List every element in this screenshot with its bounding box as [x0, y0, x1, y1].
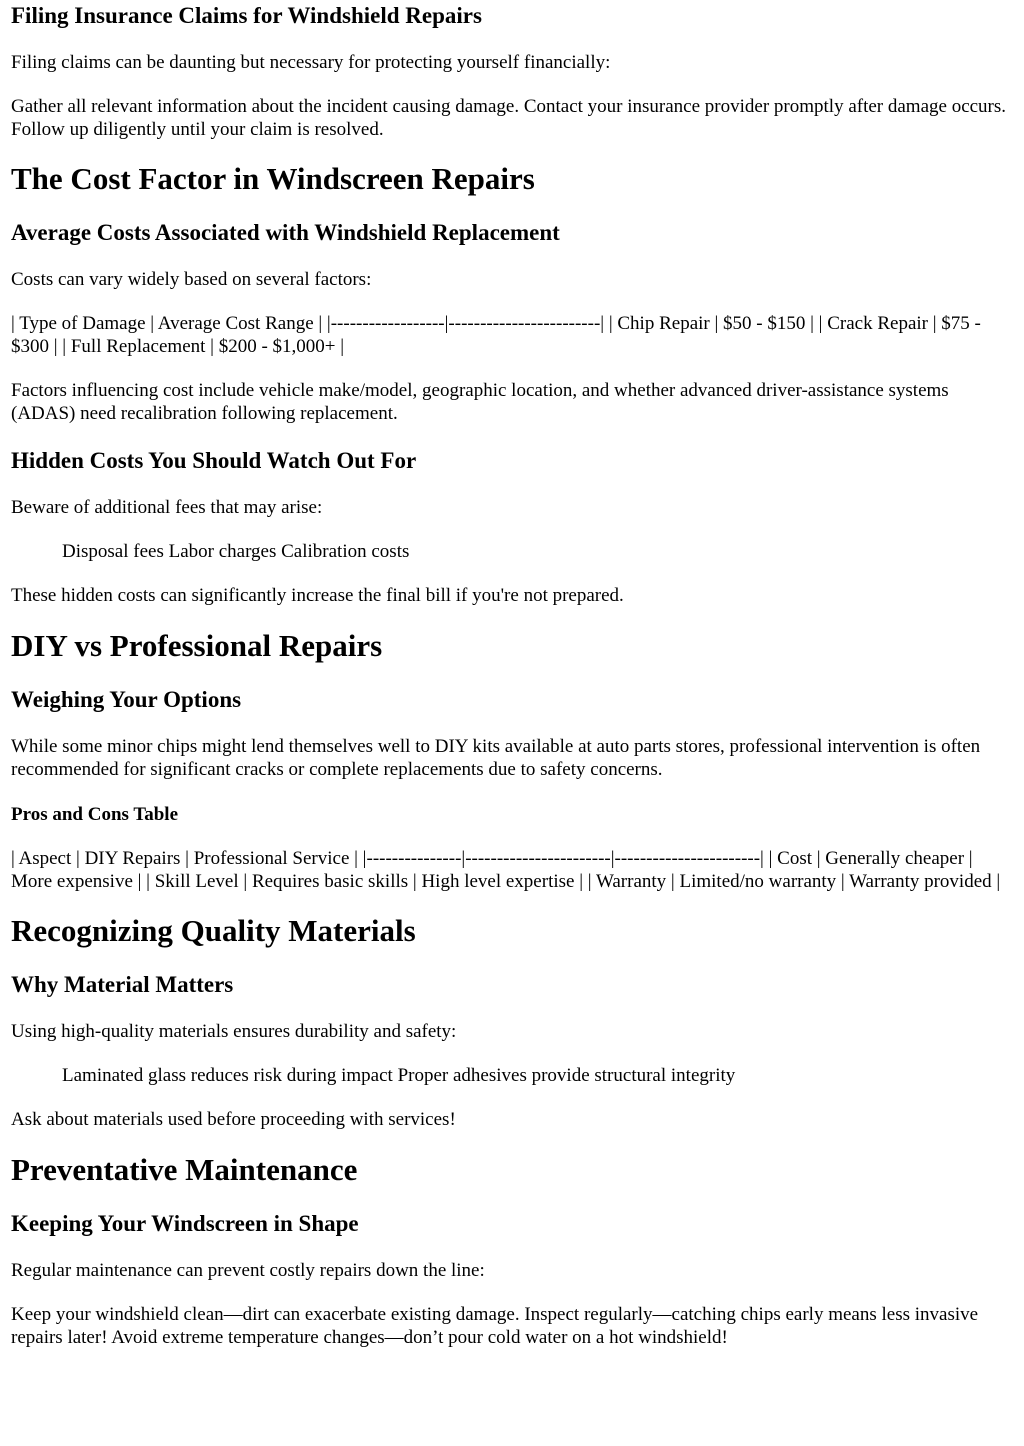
heading-hidden-costs: Hidden Costs You Should Watch Out For	[11, 448, 417, 473]
paragraph-claims-steps: Gather all relevant information about the incident causing damage. Contact your insurance provider promptly after damage occurs. Follow up diligently until your claim is resolved.	[11, 96, 1007, 140]
paragraph-costs-intro: Costs can vary widely based on several factors:	[11, 269, 372, 290]
list-hidden-fees: Disposal fees Labor charges Calibration costs	[62, 541, 410, 562]
paragraph-material-outro: Ask about materials used before proceeding with services!	[11, 1109, 456, 1130]
heading-average-costs: Average Costs Associated with Windshield Replacement	[11, 220, 560, 245]
heading-preventative-maintenance: Preventative Maintenance	[11, 1152, 358, 1187]
paragraph-maintenance-tips: Keep your windshield clean—dirt can exacerbate existing damage. Inspect regularly—catching chips early means less invasive repairs later! Avoid extreme temperature changes—don’t pour cold water on a hot windshield!	[11, 1304, 979, 1348]
heading-keeping-windscreen: Keeping Your Windscreen in Shape	[11, 1211, 359, 1236]
paragraph-cost-factors: Factors influencing cost include vehicle make/model, geographic location, and whether advanced driver-assistance systems (ADAS) need recalibration following replacement.	[11, 380, 949, 424]
paragraph-maintenance-intro: Regular maintenance can prevent costly repairs down the line:	[11, 1260, 485, 1281]
heading-pros-cons-table: Pros and Cons Table	[11, 804, 179, 825]
section-heading-filing-claims: Filing Insurance Claims for Windshield Repairs	[11, 3, 482, 28]
heading-quality-materials: Recognizing Quality Materials	[11, 913, 416, 948]
paragraph-hidden-intro: Beware of additional fees that may arise:	[11, 497, 323, 518]
paragraph-material-intro: Using high-quality materials ensures durability and safety:	[11, 1021, 457, 1042]
list-material-points: Laminated glass reduces risk during impact Proper adhesives provide structural integrity	[62, 1065, 736, 1086]
paragraph-options: While some minor chips might lend themselves well to DIY kits available at auto parts stores, professional intervention is often recommended for significant cracks or complete replacements due to safety concerns.	[11, 736, 981, 780]
paragraph-claims-intro: Filing claims can be daunting but necessary for protecting yourself financially:	[11, 52, 611, 73]
heading-weighing-options: Weighing Your Options	[11, 687, 242, 712]
heading-diy-vs-professional: DIY vs Professional Repairs	[11, 628, 383, 663]
heading-cost-factor: The Cost Factor in Windscreen Repairs	[11, 161, 535, 196]
pros-cons-table-text: | Aspect | DIY Repairs | Professional Service | |---------------|-----------------------|-----------------------| | Cost | Generally cheaper | More expensive | | Skill Level | Requires basic skills | High level expertise | | Warranty | Limited/no warranty | Warranty provided |	[11, 848, 1001, 892]
cost-table-text: | Type of Damage | Average Cost Range | |------------------|------------------------| | Chip Repair | $50 - $150 | | Crack Repair | $75 - $300 | | Full Replacement | $200 - $1,000+ |	[11, 313, 981, 357]
heading-why-material-matters: Why Material Matters	[11, 972, 234, 997]
paragraph-hidden-outro: These hidden costs can significantly increase the final bill if you're not prepared.	[11, 585, 624, 606]
